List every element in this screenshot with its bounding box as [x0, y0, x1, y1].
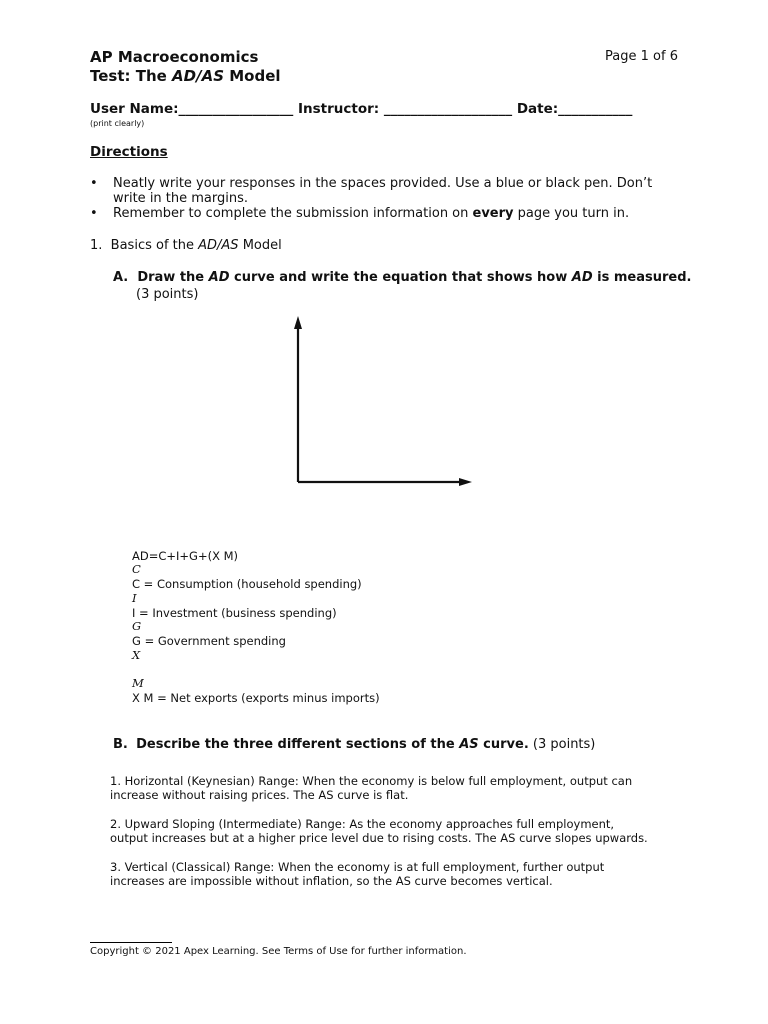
- copyright-footer: Copyright © 2021 Apex Learning. See Terms of Use for further information.: [90, 946, 467, 957]
- answer-vertical-range: 3. Vertical (Classical) Range: When the economy is at full employment, further output increases are impossible without inflation, so the AS curve becomes vertical.: [110, 860, 605, 888]
- course-title: AP Macroeconomics: [90, 48, 259, 66]
- question-1-text-pre: Basics of the: [110, 238, 199, 253]
- footer-rule: [90, 942, 172, 943]
- submission-info-line: [90, 101, 632, 117]
- part-a-text-ad-2: AD: [571, 270, 593, 285]
- test-title-suffix: Model: [224, 67, 281, 85]
- part-a-text-3: is measured.: [592, 270, 692, 285]
- print-clearly-note: (print clearly): [90, 119, 145, 128]
- part-b-prompt: [113, 737, 595, 752]
- direction-item-2: [113, 206, 683, 221]
- part-a-prompt: [113, 270, 691, 285]
- part-a-text-2: curve and write the equation that shows how: [229, 270, 572, 285]
- test-title: [90, 67, 281, 85]
- def-consumption: C = Consumption (household spending): [132, 577, 362, 591]
- date-label: Date:: [512, 101, 559, 117]
- test-title-italic: AD/AS: [172, 67, 224, 85]
- user-name-blank: _________________: [178, 101, 294, 117]
- page-number: Page 1 of 6: [605, 49, 678, 64]
- blank-axes-graph: [288, 312, 478, 490]
- test-title-prefix: Test: The: [90, 67, 173, 85]
- instructor-blank: ___________________: [383, 101, 513, 117]
- direction-item-1: Neatly write your responses in the spaces provided. Use a blue or black pen. Don’t write in the margins.: [113, 176, 653, 206]
- var-g-symbol: G: [132, 619, 142, 633]
- directions-heading: Directions: [90, 144, 168, 160]
- var-m-symbol: M: [132, 676, 144, 690]
- instructor-label: Instructor:: [293, 101, 384, 117]
- question-1-text-italic: AD/AS: [198, 238, 239, 253]
- direction-item-2-post: page you turn in.: [513, 206, 630, 221]
- part-a-letter: A.: [113, 270, 129, 285]
- ad-equation: AD=C+I+G+(X M): [132, 549, 239, 563]
- direction-item-2-pre: Remember to complete the submission information on: [113, 206, 473, 221]
- date-blank: ___________: [558, 101, 633, 117]
- question-1-text-post: Model: [238, 238, 282, 253]
- var-c-symbol: C: [132, 562, 141, 576]
- part-b-text-1: Describe the three different sections of the: [136, 737, 460, 752]
- part-b-points: (3 points): [528, 737, 596, 752]
- def-net-exports: X M = Net exports (exports minus imports): [132, 691, 380, 705]
- x-axis-arrowhead: [459, 478, 472, 486]
- def-government: G = Government spending: [132, 634, 286, 648]
- direction-item-2-bold: every: [472, 206, 514, 221]
- part-b-letter: B.: [113, 737, 128, 752]
- part-a-text-1: Draw the: [137, 270, 209, 285]
- var-x-symbol: X: [132, 648, 141, 662]
- part-b-text-2: curve.: [478, 737, 529, 752]
- answer-horizontal-range: 1. Horizontal (Keynesian) Range: When the economy is below full employment, output can increase without raising prices. The AS curve is flat.: [110, 774, 633, 802]
- question-1: [90, 238, 282, 253]
- bullet-marker: •: [90, 206, 98, 221]
- part-a-points: (3 points): [136, 287, 199, 302]
- part-a-text-ad-1: AD: [208, 270, 230, 285]
- user-name-label: User Name:: [90, 101, 179, 117]
- y-axis-arrowhead: [294, 316, 302, 329]
- var-i-symbol: I: [132, 591, 137, 605]
- question-1-number: 1.: [90, 238, 103, 253]
- def-investment: I = Investment (business spending): [132, 606, 337, 620]
- bullet-marker: •: [90, 176, 98, 191]
- answer-upward-range: 2. Upward Sloping (Intermediate) Range: As the economy approaches full employment, output increases but at a higher price level due to rising costs. The AS curve slopes upwards.: [110, 817, 648, 845]
- part-b-text-as: AS: [459, 737, 479, 752]
